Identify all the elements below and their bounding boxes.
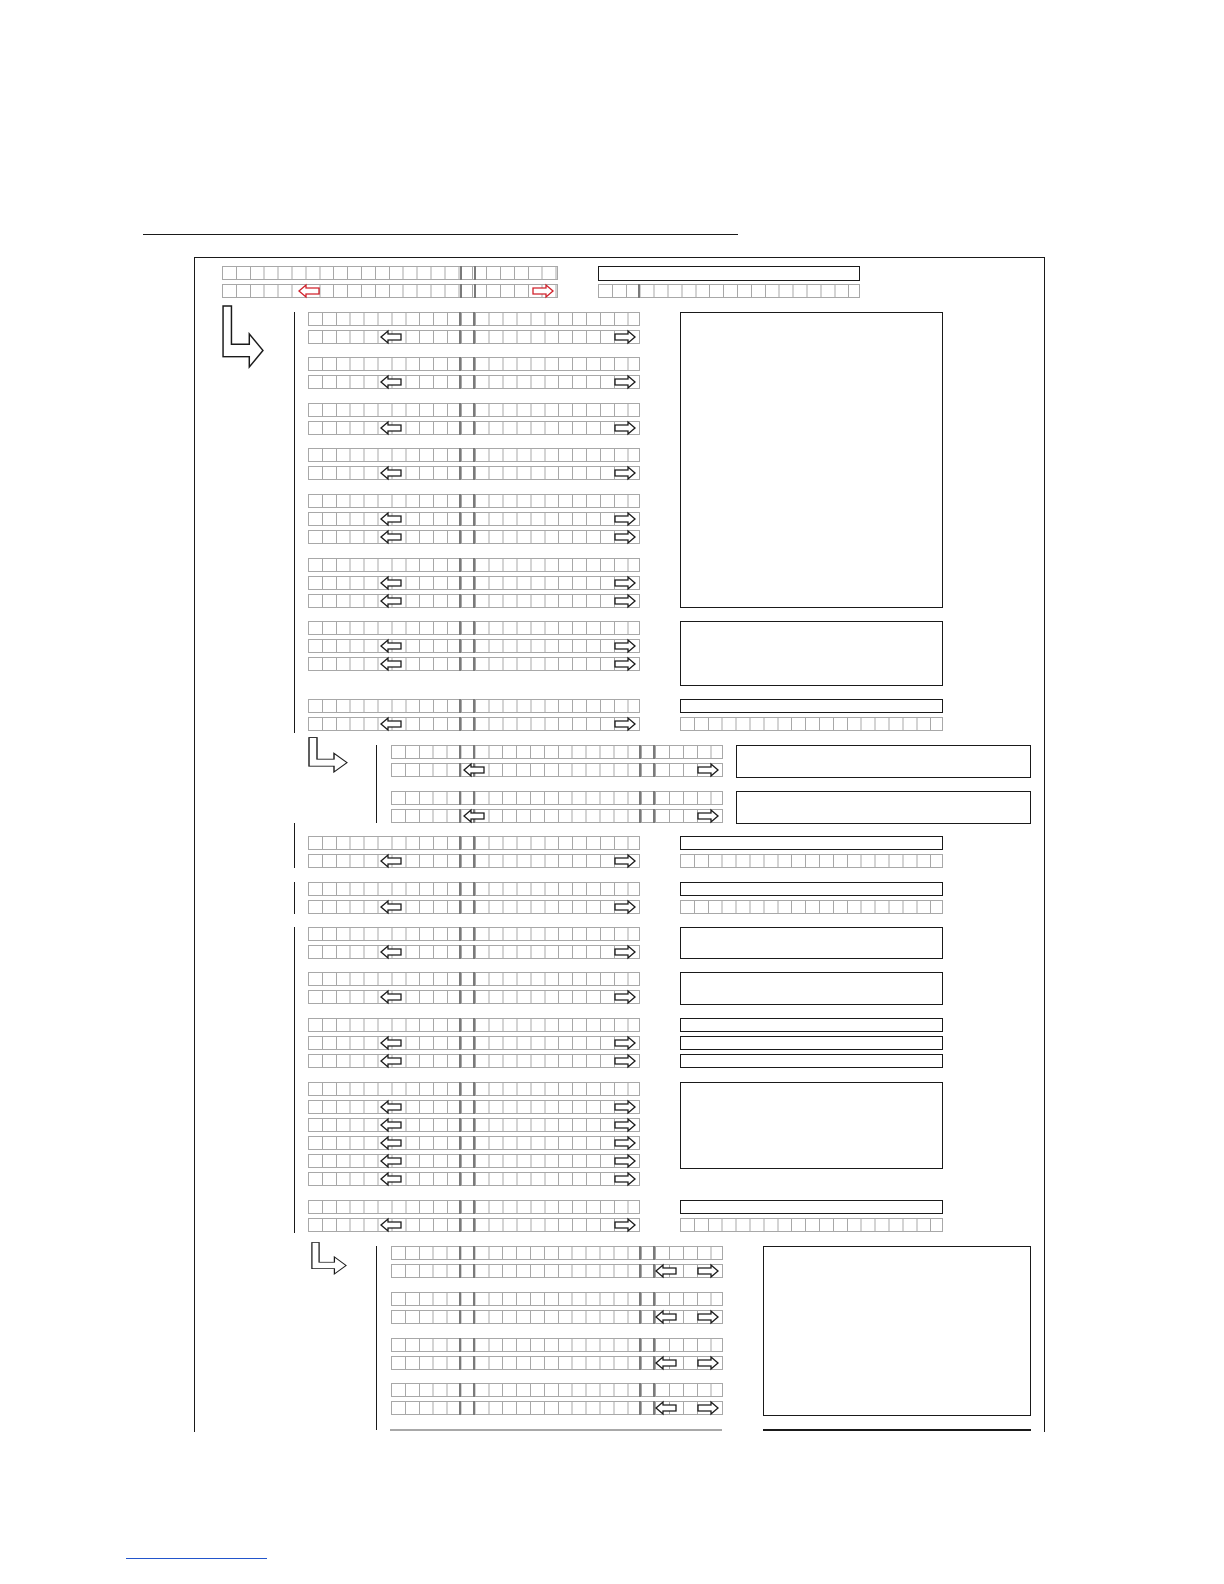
right-arrow-icon [614,854,636,868]
field-divider [639,809,641,823]
right-arrow-icon [532,284,554,298]
right-arrow-icon [614,1054,636,1068]
field-divider [473,494,475,508]
field-divider [653,809,655,823]
answer-cells[interactable] [680,717,943,731]
left-arrow-icon [380,1172,402,1186]
field-divider [639,745,641,759]
left-arrow-icon [380,639,402,653]
right-arrow-icon [614,330,636,344]
left-arrow-icon [380,512,402,526]
right-arrow-icon [697,1356,719,1370]
left-arrow-icon [298,284,320,298]
field-divider [459,1054,461,1068]
field-divider [639,1338,641,1352]
left-arrow-icon [655,1264,677,1278]
field-divider [459,836,461,850]
field-divider [473,639,475,653]
field-divider [473,312,475,326]
field-divider [653,763,655,777]
field-divider [459,357,461,371]
answer-box[interactable] [680,1018,943,1032]
field-divider [473,717,475,731]
right-arrow-icon [614,512,636,526]
field-divider [459,1264,461,1278]
field-divider [473,927,475,941]
field-divider [473,594,475,608]
field-divider [473,558,475,572]
frame-bottom-rule [763,1429,1031,1431]
field-divider [459,375,461,389]
left-arrow-icon [380,657,402,671]
left-arrow-icon [380,990,402,1004]
subquestion-cell-field[interactable] [391,1246,723,1260]
field-divider [459,330,461,344]
field-divider [473,1082,475,1096]
field-divider [459,1356,461,1370]
field-divider [473,1218,475,1232]
right-arrow-icon [614,466,636,480]
field-divider [459,882,461,896]
left-arrow-icon [380,945,402,959]
field-divider [459,900,461,914]
right-arrow-icon [614,594,636,608]
right-arrow-icon [614,1118,636,1132]
field-divider [473,699,475,713]
right-arrow-icon [697,763,719,777]
field-divider [473,745,475,759]
right-arrow-icon [697,809,719,823]
field-divider [459,1018,461,1032]
left-arrow-icon [463,763,485,777]
header-cell-field[interactable] [222,284,558,298]
field-divider [459,990,461,1004]
field-divider [459,1154,461,1168]
left-arrow-icon [380,1118,402,1132]
field-divider [459,809,461,823]
field-divider [639,1401,641,1415]
field-divider [653,1292,655,1306]
field-divider [473,1338,475,1352]
field-divider [459,1218,461,1232]
field-divider [473,1200,475,1214]
field-divider [473,1054,475,1068]
subquestion-cell-field[interactable] [391,1383,723,1397]
left-arrow-icon [380,594,402,608]
field-divider [459,1136,461,1150]
field-divider [473,1172,475,1186]
answer-box[interactable] [680,699,943,713]
left-arrow-icon [380,530,402,544]
left-arrow-icon [380,854,402,868]
field-divider [459,594,461,608]
field-divider [473,576,475,590]
field-divider [459,745,461,759]
field-divider [639,1264,641,1278]
field-divider [459,1082,461,1096]
right-arrow-icon [614,1136,636,1150]
right-arrow-icon [614,421,636,435]
field-divider [473,1401,475,1415]
subanswer-cell-field[interactable] [391,809,723,823]
field-divider [473,403,475,417]
field-divider [459,945,461,959]
answer-box[interactable] [680,1054,943,1068]
left-arrow-icon [655,1310,677,1324]
field-divider [460,284,462,298]
left-arrow-icon [380,900,402,914]
right-arrow-icon [614,717,636,731]
footnote-rule [126,1558,267,1559]
field-divider [473,621,475,635]
answer-box[interactable] [680,1036,943,1050]
field-divider [653,791,655,805]
field-divider [459,1036,461,1050]
field-divider [473,1356,475,1370]
bent-arrow-icon [222,305,264,367]
field-divider [473,421,475,435]
subquestion-cell-field[interactable] [391,1338,723,1352]
field-divider [473,466,475,480]
large-answer-box[interactable] [680,312,943,608]
left-arrow-icon [380,1054,402,1068]
field-divider [459,494,461,508]
left-arrow-icon [655,1401,677,1415]
left-arrow-icon [380,1036,402,1050]
field-divider [473,1136,475,1150]
field-divider [459,717,461,731]
field-divider [473,1118,475,1132]
right-arrow-icon [614,945,636,959]
field-divider [473,945,475,959]
answer-box[interactable] [680,836,943,850]
subanswer-cell-field[interactable] [391,763,723,777]
field-divider [639,1356,641,1370]
field-divider [459,927,461,941]
field-divider [473,375,475,389]
field-divider [459,466,461,480]
field-divider [459,1118,461,1132]
right-arrow-icon [614,990,636,1004]
right-arrow-icon [614,1218,636,1232]
field-divider [459,1200,461,1214]
field-divider [474,284,476,298]
field-divider [473,1310,475,1324]
subquestion-cell-field[interactable] [391,1292,723,1306]
header-cell-field[interactable] [222,266,558,280]
field-divider [473,1292,475,1306]
right-arrow-icon [614,657,636,671]
field-divider [473,990,475,1004]
field-divider [459,530,461,544]
right-arrow-icon [614,900,636,914]
large-answer-box[interactable] [763,1246,1031,1416]
field-divider [473,1246,475,1260]
section-bracket [294,823,295,868]
field-divider [473,882,475,896]
field-divider [473,900,475,914]
field-divider [459,1172,461,1186]
field-divider [639,1310,641,1324]
field-divider [459,657,461,671]
field-divider [459,699,461,713]
right-arrow-icon [697,1264,719,1278]
left-arrow-icon [380,421,402,435]
field-divider [459,1310,461,1324]
field-divider [460,266,462,280]
right-arrow-icon [614,1154,636,1168]
field-divider [473,1036,475,1050]
field-divider [653,1338,655,1352]
field-divider [473,1100,475,1114]
section-bracket [294,882,295,914]
field-divider [459,972,461,986]
bent-arrow-icon [311,1242,347,1274]
field-divider [473,1154,475,1168]
header-answer-box[interactable] [598,266,860,281]
right-arrow-icon [614,1100,636,1114]
answer-cells[interactable] [680,1218,943,1232]
field-divider [459,312,461,326]
field-divider [474,266,476,280]
field-divider [473,330,475,344]
field-divider [473,1383,475,1397]
left-arrow-icon [380,576,402,590]
field-divider [473,448,475,462]
field-divider [473,530,475,544]
medium-answer-box[interactable] [680,621,943,686]
right-arrow-icon [614,639,636,653]
left-arrow-icon [380,717,402,731]
header-rule [143,234,738,235]
field-divider [473,1018,475,1032]
answer-box[interactable] [680,882,943,896]
field-divider [639,791,641,805]
field-divider [459,1401,461,1415]
field-divider [473,791,475,805]
field-divider [639,1292,641,1306]
field-divider [639,1383,641,1397]
field-divider [459,1338,461,1352]
left-arrow-icon [380,330,402,344]
field-divider [459,512,461,526]
left-arrow-icon [380,1154,402,1168]
answer-box[interactable] [680,927,943,959]
field-divider [459,621,461,635]
field-divider [473,512,475,526]
right-arrow-icon [614,375,636,389]
answer-box[interactable] [680,1200,943,1214]
field-divider [459,1100,461,1114]
right-arrow-icon [697,1310,719,1324]
left-arrow-icon [380,1100,402,1114]
field-divider [459,421,461,435]
section-bracket [376,745,377,823]
field-divider [639,763,641,777]
large-answer-box[interactable] [680,1082,943,1169]
field-divider [459,1383,461,1397]
field-divider [653,745,655,759]
field-divider [473,836,475,850]
answer-box[interactable] [680,972,943,1005]
right-arrow-icon [697,1401,719,1415]
field-divider [473,1264,475,1278]
right-arrow-icon [614,1036,636,1050]
answer-box[interactable] [736,791,1031,824]
left-arrow-icon [380,466,402,480]
field-divider [459,1292,461,1306]
field-divider [459,1246,461,1260]
answer-box[interactable] [736,745,1031,778]
section-bracket [294,927,295,1233]
field-divider [459,639,461,653]
field-divider [653,1383,655,1397]
answer-cells[interactable] [680,854,943,868]
field-divider [473,357,475,371]
field-divider [459,403,461,417]
field-divider [639,1246,641,1260]
field-divider [473,657,475,671]
bent-arrow-icon [308,737,348,772]
right-arrow-icon [614,576,636,590]
frame-bottom-grid-rule [390,1429,722,1431]
left-arrow-icon [380,1136,402,1150]
subquestion-cell-field[interactable] [391,791,723,805]
field-divider [459,763,461,777]
right-arrow-icon [614,1172,636,1186]
field-divider [459,558,461,572]
section-bracket [294,312,295,733]
field-divider [459,854,461,868]
section-bracket [376,1246,377,1430]
field-divider [638,284,640,298]
field-divider [473,854,475,868]
subquestion-cell-field[interactable] [391,745,723,759]
right-arrow-icon [614,530,636,544]
left-arrow-icon [463,809,485,823]
field-divider [459,448,461,462]
field-divider [459,576,461,590]
left-arrow-icon [380,375,402,389]
field-divider [459,791,461,805]
left-arrow-icon [380,1218,402,1232]
field-divider [653,1246,655,1260]
left-arrow-icon [655,1356,677,1370]
field-divider [473,972,475,986]
answer-cells[interactable] [680,900,943,914]
